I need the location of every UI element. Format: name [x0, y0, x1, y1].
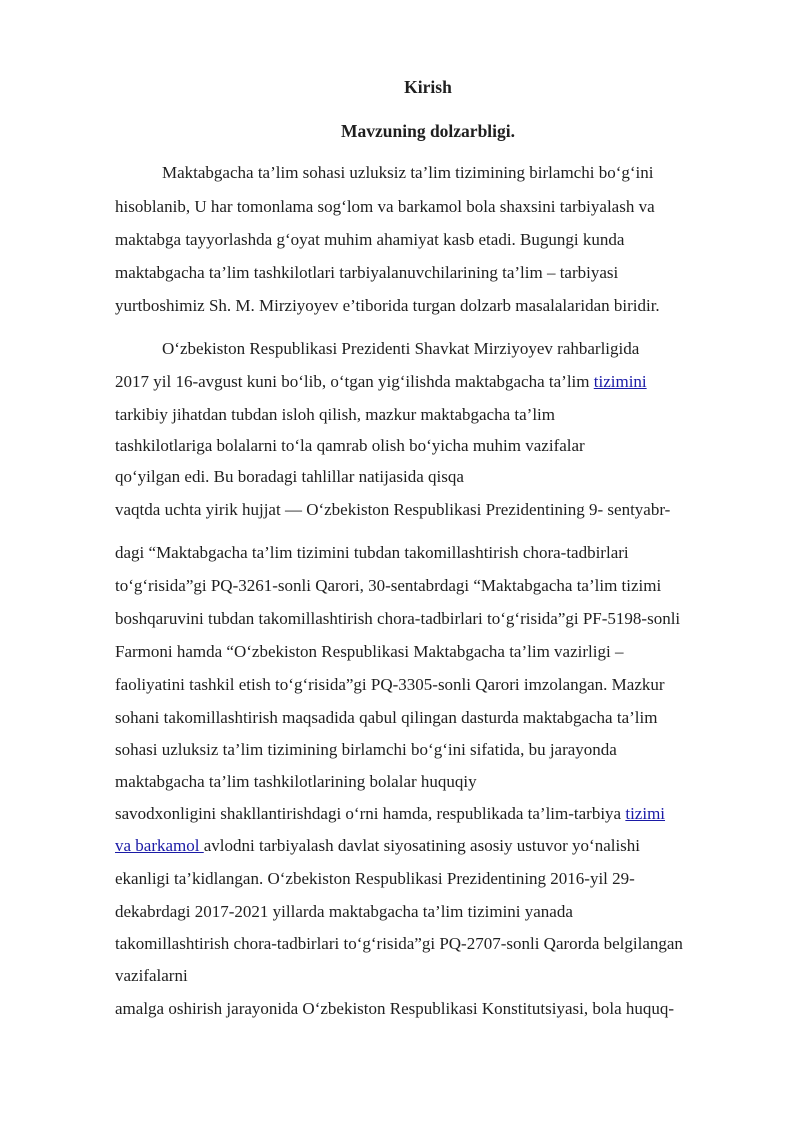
- page-title: Kirish: [404, 77, 452, 97]
- text-line: [115, 230, 624, 250]
- text-line: [115, 836, 640, 856]
- hyperlink[interactable]: va barkamol: [115, 836, 204, 855]
- section-subtitle: Mavzuning dolzarbligi.: [340, 121, 516, 141]
- text-run: dagi “Maktabgacha ta’lim tizimini tubdan takomillashtirish chora-tadbirlari: [115, 543, 629, 562]
- text-line: [115, 500, 670, 520]
- text-run: faoliyatini tashkil etish to‘g‘risida”gi PQ-3305-sonli Qarori imzolangan. Mazkur: [115, 675, 665, 694]
- text-run: boshqaruvini tubdan takomillashtirish chora-tadbirlari to‘g‘risida”gi PF-5198-sonli: [115, 609, 681, 628]
- text-line: [115, 999, 674, 1019]
- text-line: [115, 708, 657, 728]
- text-run: vaqtda uchta yirik hujjat — O‘zbekiston Respublikasi Prezidentining 9- sentyabr-: [115, 500, 671, 519]
- text-run: ekanligi ta’kidlangan. O‘zbekiston Respublikasi Prezidentining 2016-yil 29-: [115, 869, 635, 888]
- text-line: [115, 675, 665, 695]
- text-run: tashkilotlariga bolalarni to‘la qamrab olish bo‘yicha muhim vazifalar: [115, 436, 585, 455]
- text-line: [115, 372, 647, 392]
- text-line: [162, 339, 639, 359]
- text-run: to‘g‘risida”gi PQ-3261-sonli Qarori, 30-sentabrdagi “Maktabgacha ta’lim tizimi: [115, 576, 662, 595]
- text-run: savodxonligini shakllantirishdagi o‘rni hamda, respublikada ta’lim-tarbiya: [115, 804, 626, 823]
- text-line: [115, 197, 655, 217]
- text-line: [115, 263, 618, 283]
- text-line: [115, 609, 680, 629]
- text-line: [115, 543, 629, 563]
- text-line: [115, 772, 477, 792]
- text-line: [115, 966, 188, 986]
- text-run: tarkibiy jihatdan tubdan isloh qilish, mazkur maktabgacha ta’lim: [115, 405, 555, 424]
- text-run: sohani takomillashtirish maqsadida qabul qilingan dasturda maktabgacha ta’lim: [115, 708, 658, 727]
- text-run: Farmoni hamda “O‘zbekiston Respublikasi Maktabgacha ta’lim vazirligi –: [115, 642, 624, 661]
- text-run: 2017 yil 16-avgust kuni bo‘lib, o‘tgan yig‘ilishda maktabgacha ta’lim: [115, 372, 594, 391]
- text-run: yurtboshimiz Sh. M. Mirziyoyev e’tiborida turgan dolzarb masalalaridan biridir.: [115, 296, 660, 315]
- text-line: [115, 296, 660, 316]
- text-run: maktabgacha ta’lim tashkilotlarining bolalar huquqiy: [115, 772, 477, 791]
- text-run: hisoblanib, U har tomonlama sog‘lom va barkamol bola shaxsini tarbiyalash va: [115, 197, 655, 216]
- text-line: [115, 642, 623, 662]
- text-line: [115, 934, 683, 954]
- text-line: [115, 405, 555, 425]
- text-run: qo‘yilgan edi. Bu boradagi tahlillar natijasida qisqa: [115, 467, 464, 486]
- text-run: O‘zbekiston Respublikasi Prezidenti Shavkat Mirziyoyev rahbarligida: [162, 339, 640, 358]
- text-run: Maktabgacha ta’lim sohasi uzluksiz ta’lim tizimining birlamchi bo‘g‘ini: [162, 163, 654, 182]
- text-run: amalga oshirish jarayonida O‘zbekiston Respublikasi Konstitutsiyasi, bola huquq-: [115, 999, 675, 1018]
- text-run: avlodni tarbiyalash davlat siyosatining asosiy ustuvor yo‘nalishi: [203, 836, 641, 855]
- text-run: sohasi uzluksiz ta’lim tizimining birlamchi bo‘g‘ini sifatida, bu jarayonda: [115, 740, 617, 759]
- text-line: [115, 869, 635, 889]
- text-line: [115, 804, 665, 824]
- text-run: maktabga tayyorlashda g‘oyat muhim ahamiyat kasb etadi. Bugungi kunda: [115, 230, 625, 249]
- hyperlink[interactable]: tizimini: [593, 372, 647, 391]
- text-line: [115, 436, 585, 456]
- text-run: dekabrdagi 2017-2021 yillarda maktabgacha ta’lim tizimini yanada: [115, 902, 573, 921]
- text-line: [115, 740, 617, 760]
- text-line: [115, 576, 661, 596]
- text-line: [162, 163, 653, 183]
- hyperlink[interactable]: tizimi: [625, 804, 666, 823]
- text-run: maktabgacha ta’lim tashkilotlari tarbiyalanuvchilarining ta’lim – tarbiyasi: [115, 263, 619, 282]
- text-line: [115, 902, 573, 922]
- text-run: vazifalarni: [115, 966, 188, 985]
- text-run: takomillashtirish chora-tadbirlari to‘g‘risida”gi PQ-2707-sonli Qarorda belgilangan: [115, 934, 683, 953]
- text-line: [115, 467, 464, 487]
